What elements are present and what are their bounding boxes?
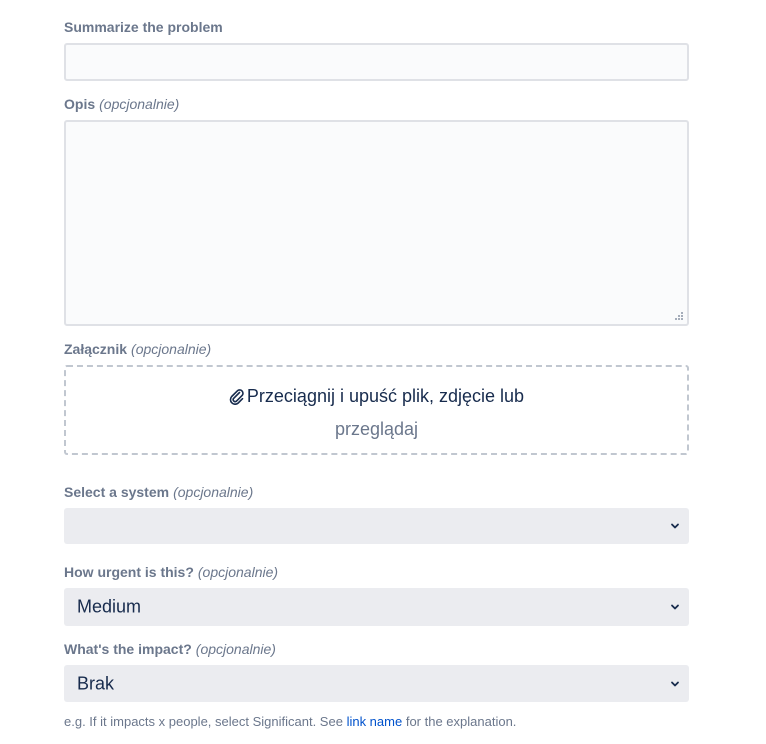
description-optional-text: (opcjonalnie) <box>99 96 180 112</box>
attachment-label <box>64 340 211 358</box>
help-suffix: for the explanation. <box>405 714 517 729</box>
urgency-select[interactable] <box>64 588 689 626</box>
system-label <box>64 483 253 501</box>
dropzone-prompt <box>66 384 687 411</box>
help-prefix: e.g. If it impacts x people, select Significant. See <box>64 714 343 729</box>
system-select[interactable] <box>64 508 689 544</box>
urgency-select-value: Medium <box>77 596 142 617</box>
attachment-dropzone[interactable] <box>64 365 689 455</box>
impact-select-value: Brak <box>77 673 115 693</box>
summary-label-text: Summarize the problem <box>64 19 223 35</box>
system-optional-text: (opcjonalnie) <box>173 484 254 500</box>
urgency-optional-text: (opcjonalnie) <box>197 564 279 580</box>
description-textarea[interactable] <box>64 120 689 326</box>
urgency-label-text: How urgent is this? <box>64 564 194 580</box>
impact-label <box>64 640 276 658</box>
chevron-down-icon <box>670 602 680 612</box>
paperclip-icon <box>229 387 245 411</box>
chevron-down-icon <box>670 521 680 531</box>
help-link[interactable]: link name <box>346 714 403 729</box>
impact-help-text <box>64 714 689 730</box>
resize-grip-icon[interactable] <box>674 311 684 321</box>
attachment-label-text: Załącznik <box>64 341 128 357</box>
impact-select[interactable] <box>64 665 689 702</box>
summary-input[interactable] <box>64 43 689 81</box>
browse-link[interactable]: przeglądaj <box>334 419 419 439</box>
impact-optional-text: (opcjonalnie) <box>195 641 276 657</box>
dropzone-text: Przeciągnij i upuść plik, zdjęcie lub <box>246 386 525 406</box>
description-label-text: Opis <box>64 96 96 112</box>
system-label-text: Select a system <box>64 484 170 500</box>
impact-label-text: What's the impact? <box>64 641 192 657</box>
description-label <box>64 95 179 113</box>
chevron-down-icon <box>670 679 680 689</box>
urgency-label <box>64 563 278 581</box>
attachment-optional-text: (opcjonalnie) <box>131 341 212 357</box>
summary-label <box>64 18 223 36</box>
